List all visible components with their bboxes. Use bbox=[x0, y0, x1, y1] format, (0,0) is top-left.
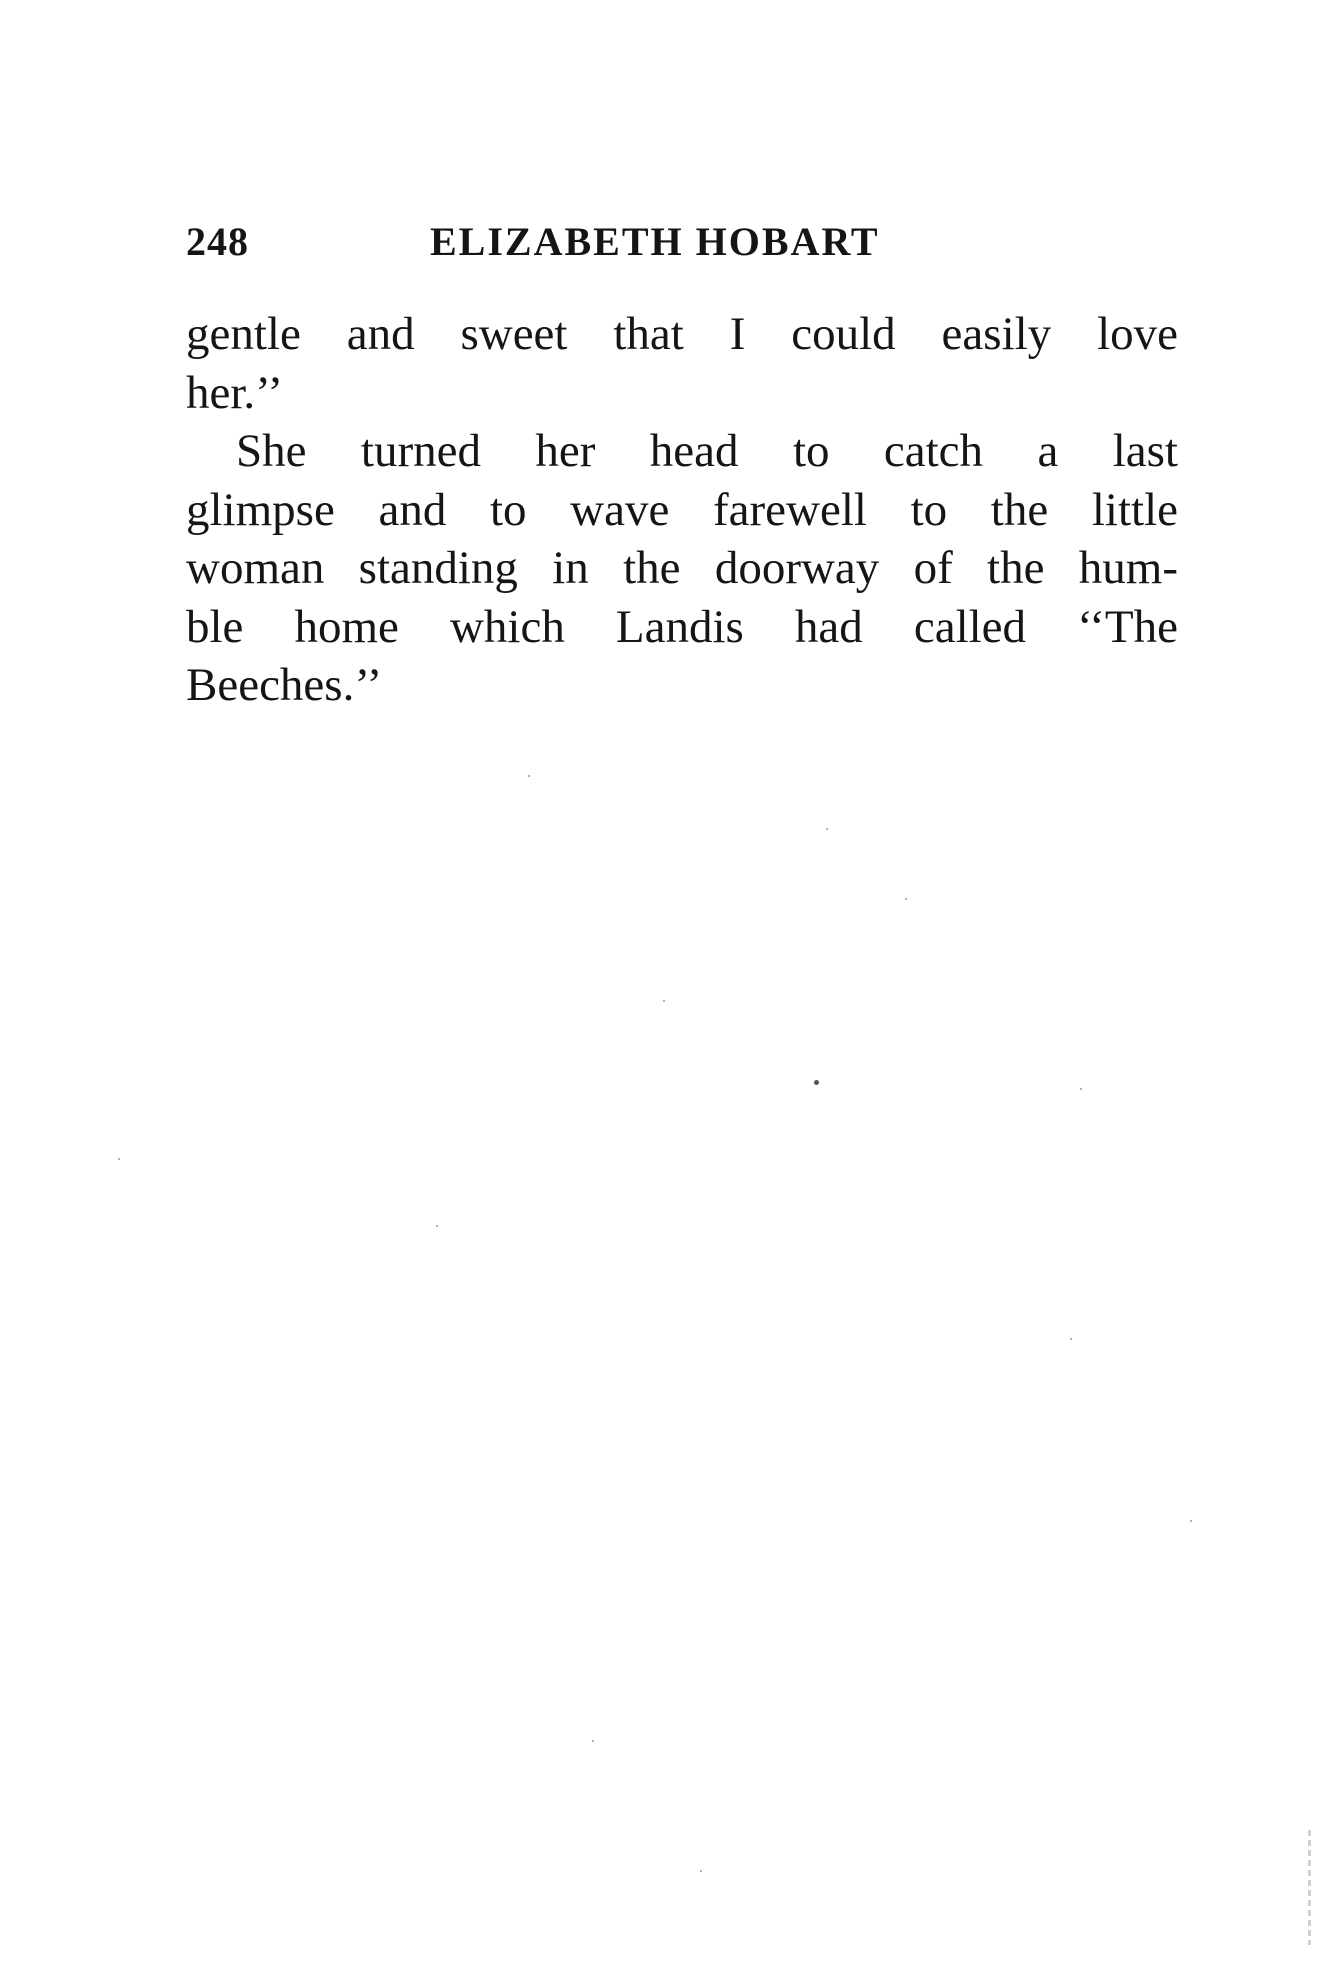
scan-speck bbox=[592, 1740, 594, 1742]
text-line: glimpse and to wave farewell to the little bbox=[186, 483, 1178, 536]
scan-speck bbox=[1190, 1520, 1192, 1522]
scan-edge-marks bbox=[1308, 1830, 1311, 1945]
scan-speck bbox=[118, 1158, 120, 1160]
text-line: gentle and sweet that I could easily love bbox=[186, 308, 1178, 360]
scan-speck bbox=[700, 1870, 702, 1872]
book-title: ELIZABETH HOBART bbox=[430, 219, 880, 264]
scan-speck bbox=[826, 828, 828, 830]
text-line: woman standing in the doorway of the hum- bbox=[186, 542, 1178, 594]
body-text bbox=[186, 305, 1178, 715]
scan-speck bbox=[814, 1080, 819, 1085]
text-line: Beeches.’’ bbox=[186, 659, 383, 711]
scan-speck bbox=[905, 898, 907, 900]
page-number: 248 bbox=[186, 219, 249, 264]
running-head bbox=[186, 212, 1178, 272]
scan-speck bbox=[528, 775, 530, 777]
text-line: ble home which Landis had called ‘‘The bbox=[186, 600, 1178, 653]
scan-speck bbox=[1080, 1088, 1082, 1090]
scan-speck bbox=[1070, 1338, 1072, 1340]
scan-speck bbox=[663, 1000, 665, 1002]
paragraph-first-line: She turned her head to catch a last bbox=[236, 425, 1178, 477]
text-line: her.’’ bbox=[186, 366, 283, 419]
scan-speck bbox=[436, 1225, 438, 1227]
